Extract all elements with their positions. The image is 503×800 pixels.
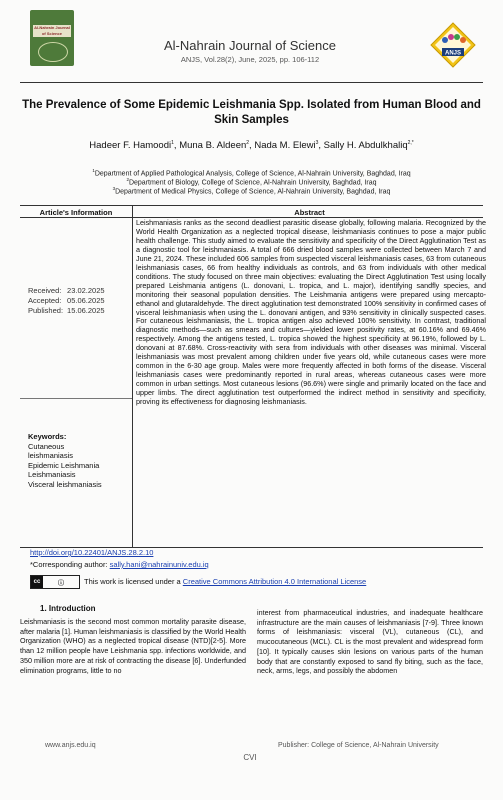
cover-ornament bbox=[38, 42, 68, 62]
anjs-logo bbox=[430, 22, 476, 68]
intro-right-column: interest from pharmaceutical industries, and inadequate healthcare infrastructure are the main causes of leishmaniasis [7-9]. Three known forms of leishmaniasis: visceral (VL), cutaneous (CL), and mucocutaneous (MCL). CL is the most prevalent and widespread form [10]. It typically causes skin lesions on various parts of the human body that are constantly exposed to sand fly biting, such as the face, neck, arms, legs, and possibly the abdomen bbox=[257, 608, 483, 676]
affiliation: $^2$Department of Biology, College of Science, Al-Nahrain University, Baghdad, Iraq bbox=[126, 177, 377, 187]
keyword: Epidemic Leishmania bbox=[28, 460, 100, 470]
author-sup: 1 bbox=[171, 140, 174, 146]
page-number: CVI bbox=[243, 753, 257, 762]
corresponding-email-link[interactable]: sally.hani@nahrainuniv.edu.iq bbox=[109, 560, 209, 569]
affiliation: $^1$Department of Applied Pathological Analysis, College of Science, Al-Nahrain University, Baghdad, Iraq bbox=[92, 168, 411, 178]
author-name: Sally H. Abdulkhaliq bbox=[323, 140, 408, 152]
anjs-logo-icon bbox=[430, 22, 476, 68]
by-icon: ⓘ bbox=[57, 580, 64, 587]
abstract-header: Abstract bbox=[294, 208, 325, 217]
keywords-block bbox=[28, 432, 132, 489]
affiliation: $^3$Department of Medical Physics, College of Science, Al-Nahrain University, Baghdad, Iraq bbox=[112, 186, 391, 196]
author-sup: 2,* bbox=[407, 140, 414, 146]
article-dates: Received: 23.02.2025 Accepted: 05.06.2025 Published: 15.06.2025 bbox=[28, 286, 109, 316]
author-name: Nada M. Elewi bbox=[254, 140, 316, 152]
author-sup: 3 bbox=[315, 140, 319, 146]
author-name: Muna B. Aldeen bbox=[179, 140, 247, 152]
anjs-logo-text: ANJS bbox=[444, 50, 462, 57]
footer-publisher: Publisher: College of Science, Al-Nahrain University bbox=[278, 742, 439, 749]
keyword: Cutaneous bbox=[28, 441, 65, 451]
journal-name: Al-Nahrain Journal of Science bbox=[164, 38, 336, 53]
table-divider bbox=[132, 205, 133, 547]
intro-left-column: Leishmaniasis is the second most common mortality parasite disease, after malaria [1]. Human leishmaniasis is classified by the World Health Organization (WHO) as a neglected tropical disease (NTD)[2-5]. More than 12 million people have Leishmania spp. infections worldwide, and 350 million more are at risk of contracting the disease [6]. Underfunded elimination programs, little to no bbox=[20, 617, 246, 675]
corresponding-author: *Corresponding author: sally.hani@nahrainuniv.edu.iq bbox=[30, 560, 209, 569]
keyword: Leishmaniasis bbox=[28, 470, 76, 479]
abstract-text: Leishmaniasis ranks as the second deadliest parasitic disease globally, following malaria. Recognized by the World Health Organization as a neglected tropical disease, leishmaniasis continues to pose a major public health challenge. This study aimed to evaluate the sensitivity and specificity of the Direct Agglutination Test as a diagnostic tool for leishmaniasis. A total of 666 dried blood samples were collected between March 7 and June 21, 2024. These included 606 samples from suspected visceral leishmaniasis cases, 63 from cutaneous leishmaniasis cases, 66 from healthy individuals as controls, and 63 from individuals with other medical conditions. The study focused on three main objectives: evaluating the Direct Agglutination Test using locally prepared Leishmania antigens (L. donovani, L. tropica, and L. major), identifying sandfly species, and monitoring their seasonal population densities. The Leishmania antigens were prepared using mercapto-ethanol and glutaraldehyde. The direct agglutination test demonstrated 100% sensitivity in confirmed cases of visceral leishmaniasis when using the L. donovani antigen, and 93% sensitivity in clinically suspected cases. For cutaneous leishmaniasis, the L. tropica antigen also achieved 100% sensitivity. In contrast, traditional diagnostic methods—such as smears and cultures—yielded lower positivity rates, at 60.16% and 69.46% respectively. Among the antigens tested, L. tropica showed the highest specificity at 96.19%, followed by L. donovani at 87.68%. Cross-reactivity with sera from individuals with other diseases was minimal. Visceral leishmaniasis was most prevalent among children under five years old, while cutaneous cases were more common in the 6-30 age group. Males were more frequently affected in both forms of the disease. Visceral leishmaniasis cases were predominantly reported in rural areas, whereas cutaneous cases were more common in urban settings. Most cutaneous lesions (96.6%) were single and primarily located on the face and upper limbs. The direct agglutination test outperformed the indirect method in sensitivity and specificity, proving its effectiveness for diagnosing leishmaniasis. bbox=[136, 218, 486, 407]
accepted-date: 05.06.2025 bbox=[67, 296, 105, 305]
paper-title: The Prevalence of Some Epidemic Leishmania Spp. Isolated from Human Blood and Skin Samples bbox=[22, 99, 481, 126]
doi-link[interactable]: http://doi.org/10.22401/ANJS.28.2.10 bbox=[30, 548, 154, 557]
author-list: Hadeer F. Hamoodi$^1$, Muna B. Aldeen$^2$, Nada M. Elewi$^3$, Sally H. Abdulkhaliq$^{2,*}$ bbox=[89, 140, 414, 152]
journal-cover-logo bbox=[30, 10, 74, 66]
keyword: Visceral leishmaniasis bbox=[28, 479, 102, 489]
author-sup: 2 bbox=[246, 140, 250, 146]
header-rule bbox=[20, 82, 483, 83]
table-top-rule bbox=[20, 205, 483, 206]
received-date: 23.02.2025 bbox=[67, 286, 105, 295]
keywords-label: Keywords: bbox=[28, 432, 67, 441]
cc-by-badge[interactable] bbox=[30, 575, 80, 589]
license-statement: This work is licensed under a Creative Commons Attribution 4.0 International License bbox=[84, 577, 367, 586]
cover-title: Al-Nahrain Journal of Science bbox=[34, 25, 70, 36]
author-name: Hadeer F. Hamoodi bbox=[89, 140, 172, 152]
license-link[interactable]: Creative Commons Attribution 4.0 International License bbox=[182, 577, 367, 586]
introduction-heading: 1. Introduction bbox=[40, 604, 96, 613]
cc-icon: cc bbox=[31, 576, 43, 588]
journal-volume: ANJS, Vol.28(2), June, 2025, pp. 106-112 bbox=[180, 55, 320, 64]
footer-website: www.anjs.edu.iq bbox=[45, 742, 96, 749]
keyword: leishmaniasis bbox=[28, 451, 74, 460]
article-info-header: Article's Information bbox=[39, 208, 113, 217]
info-divider-rule bbox=[20, 398, 132, 399]
published-date: 15.06.2025 bbox=[67, 306, 105, 315]
